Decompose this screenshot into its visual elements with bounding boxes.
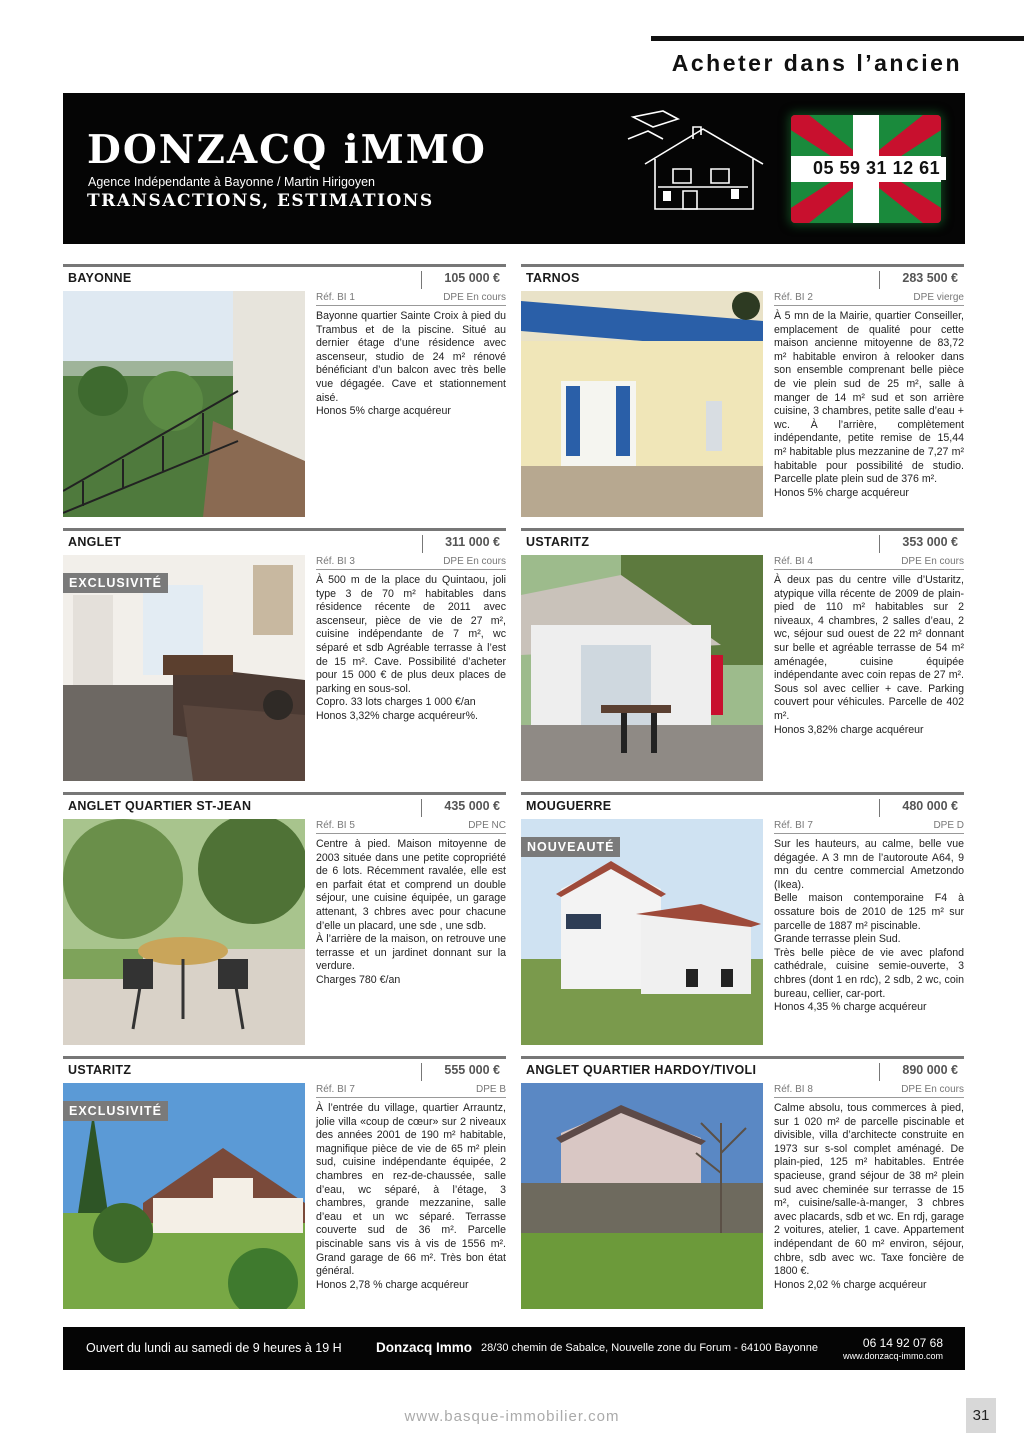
publication-website[interactable]: www.basque-immobilier.com <box>404 1408 620 1425</box>
listing-meta <box>316 555 506 570</box>
listing-description: À deux pas du centre ville d’Ustaritz, atypique villa récente de 2009 de plain-pied de 110 m² habitables sur 2 niveaux, 4 chambres, 2 salles d’eau, 2 wc, séjour sud ouest de 22 m² donnant sur belle et agréable terrasse de 54 m² aménagée, cuisine équipée indépendante avec coin repas de 27 m². Sous sol avec cellier + cave. Parking couvert pour véhicules. Parcelle de 402 m². Honos 3,82% charge acquéreur <box>774 574 964 736</box>
listing-dpe: DPE En cours <box>901 556 964 567</box>
listing-description: À 5 mn de la Mairie, quartier Conseiller, emplacement de qualité pour cette maison ancienne mitoyenne de 83,72 m² habitable environ à relooker dans son ensemble comprenant belle pièce de vie plein sud de 25 m², salle à manger de 14 m² sud et son arrière cuisine, 3 chambres, petite salle d’eau + wc. À l’arrière, complètement indépendante, petite remise de 15,44 m² habitable plus mezzanine de 7,27 m² habitable pour possibilité de studio. Parcelle plate plein sud de 376 m². Honos 5% charge acquéreur <box>774 310 964 499</box>
listing-badge: EXCLUSIVITÉ <box>63 1101 168 1121</box>
agency-banner <box>63 93 965 244</box>
listing-city: TARNOS <box>526 271 580 285</box>
section-title: Acheter dans l’ancien <box>671 50 962 76</box>
listing-photo[interactable] <box>63 1083 305 1309</box>
listing-dpe: DPE En cours <box>901 1084 964 1095</box>
listing-description: Bayonne quartier Sainte Croix à pied du Trambus et de la piscine. Situé au dernier étage d’une résidence avec ascenseur, studio de 24 m² rénové bénéficiant d’un balcon avec très belle vue dégagée. Cave et stationnement aisé. Honos 5% charge acquéreur <box>316 310 506 418</box>
listing-dpe: DPE B <box>475 1084 506 1095</box>
listing-description: Sur les hauteurs, au calme, belle vue dégagée. A 3 mn de l’autoroute A64, 9 mn du centre commercial Ametzondo (Ikea). Belle maison contemporaine F4 à ossature bois de 2010 de 125 m² sur parcelle de 1887 m² piscinable. Grande terrasse plein Sud. Très belle pièce de vie avec plafond cathédrale, cuisine semie-ouverte, 3 chbres (dont 1 en rdc), 2 sdb, 2 wc, coin bureau, cellier, car-port. Honos 4,35 % charge acquéreur <box>774 838 964 1014</box>
listing-ref: Réf. BI 4 <box>774 556 813 567</box>
footer-website[interactable]: www.donzacq-immo.com <box>842 1351 943 1361</box>
listing-meta <box>774 555 964 570</box>
listing-ref: Réf. BI 2 <box>774 292 813 303</box>
listing-description: Calme absolu, tous commerces à pied, sur 1 020 m² de parcelle piscinable et divisible, villa d’architecte construite en 1973 sur s-sol complet aménagé. De plain-pied, 125 m² habitables. Entrée spacieuse, grand séjour de 38 m² plein sud avec cheminée sur terrasse de 15 m², cuisine/salle-à-manger, 3 chbres avec placards, sdb et wc. En rdj, garage 2 voitures, atelier, 1 cave. Appartement indépendant de 60 m² environ, séjour, chbre, sdb avec wc. Taxe foncière de 1800 €. Honos 2,02 % charge acquéreur <box>774 1102 964 1291</box>
listing-meta <box>774 819 964 834</box>
listing-dpe: DPE D <box>933 820 964 831</box>
listing-photo[interactable] <box>63 555 305 781</box>
listing-dpe: DPE En cours <box>443 556 506 567</box>
listing-header <box>521 264 964 289</box>
listing-header <box>63 792 506 817</box>
listing-card[interactable] <box>521 792 964 1051</box>
listing-photo[interactable] <box>521 819 763 1045</box>
listing-price: 105 000 € <box>421 271 500 289</box>
listing-header <box>63 528 506 553</box>
listing-price: 890 000 € <box>879 1063 958 1081</box>
agency-footer <box>63 1327 965 1370</box>
listing-card[interactable] <box>521 528 964 787</box>
listing-photo[interactable] <box>63 819 305 1045</box>
listing-photo[interactable] <box>521 555 763 781</box>
listing-price: 435 000 € <box>421 799 500 817</box>
listing-description: Centre à pied. Maison mitoyenne de 2003 située dans une petite copropriété de 6 lots. Récemment ravalée, elle est en parfait état et comprend un double séjour, une cuisine équipée, un garage attenant, 3 chbres avec pour chacune d’elle un placard, une sde , une sdb. À l’arrière de la maison, on retrouve une terrasse et un jardinet donnant sur la verdure. Charges 780 €/an <box>316 838 506 986</box>
listing-badge: EXCLUSIVITÉ <box>63 573 168 593</box>
listing-header <box>521 528 964 553</box>
listing-header <box>521 1056 964 1081</box>
listing-ref: Réf. BI 7 <box>774 820 813 831</box>
listing-ref: Réf. BI 7 <box>316 1084 355 1095</box>
listing-city: MOUGUERRE <box>526 799 612 813</box>
listing-card[interactable] <box>63 528 506 787</box>
listing-meta <box>774 1083 964 1098</box>
listing-dpe: DPE vierge <box>913 292 964 303</box>
listing-photo[interactable] <box>63 291 305 517</box>
agency-phone[interactable]: 05 59 31 12 61 <box>807 157 946 180</box>
listing-header <box>521 792 964 817</box>
opening-hours: Ouvert du lundi au samedi de 9 heures à 19 H <box>86 1341 342 1355</box>
listing-city: ANGLET <box>68 535 122 549</box>
listing-city: BAYONNE <box>68 271 132 285</box>
listing-meta <box>316 819 506 834</box>
listing-ref: Réf. BI 8 <box>774 1084 813 1095</box>
listing-card[interactable] <box>63 792 506 1051</box>
listing-price: 480 000 € <box>879 799 958 817</box>
listing-price: 555 000 € <box>421 1063 500 1081</box>
agency-tagline: Agence Indépendante à Bayonne / Martin Hirigoyen <box>88 175 375 189</box>
listing-ref: Réf. BI 1 <box>316 292 355 303</box>
footer-phone[interactable]: 06 14 92 07 68 <box>862 1336 943 1350</box>
listing-card[interactable] <box>521 1056 964 1315</box>
listing-price: 283 500 € <box>879 271 958 289</box>
footer-address: 28/30 chemin de Sabalce, Nouvelle zone du Forum - 64100 Bayonne <box>481 1342 818 1354</box>
listing-photo[interactable] <box>521 1083 763 1309</box>
listing-city: ANGLET QUARTIER ST-JEAN <box>68 799 252 813</box>
listing-photo[interactable] <box>521 291 763 517</box>
listing-badge: NOUVEAUTÉ <box>521 837 620 857</box>
listing-header <box>63 1056 506 1081</box>
listing-city: USTARITZ <box>68 1063 132 1077</box>
top-rule <box>651 36 1024 41</box>
listing-dpe: DPE En cours <box>443 292 506 303</box>
listing-meta <box>316 1083 506 1098</box>
listing-card[interactable] <box>63 264 506 523</box>
basque-house-sketch-icon <box>623 109 775 217</box>
listing-city: USTARITZ <box>526 535 590 549</box>
listing-ref: Réf. BI 5 <box>316 820 355 831</box>
listing-city: ANGLET QUARTIER HARDOY/TIVOLI <box>526 1063 757 1077</box>
listing-price: 353 000 € <box>879 535 958 553</box>
listing-meta <box>774 291 964 306</box>
listing-description: À l’entrée du village, quartier Arrauntz, jolie villa «coup de cœur» sur 2 niveaux des années 2001 de 190 m² habitable, magnifique pièce de vie de 65 m² plein sud, cuisine indépendante équipée, 2 chambres en rez-de-chaussée, salle d’eau, wc séparé, à l’étage, 3 chambres, grande mezzanine, salle d’eau et un wc séparé. Terrasse couverte sud de 36 m². Parcelle piscinable sans vis à vis de 1556 m². Grand garage de 66 m². Très bon état général. Honos 2,78 % charge acquéreur <box>316 1102 506 1291</box>
listing-card[interactable] <box>521 264 964 523</box>
listing-card[interactable] <box>63 1056 506 1315</box>
listing-header <box>63 264 506 289</box>
agency-services: TRANSACTIONS, ESTIMATIONS <box>87 191 434 211</box>
listing-ref: Réf. BI 3 <box>316 556 355 567</box>
listing-meta <box>316 291 506 306</box>
agency-brand: DONZACQ iMMO <box>87 127 487 173</box>
footer-brand: Donzacq Immo <box>376 1340 473 1355</box>
listing-price: 311 000 € <box>422 535 500 553</box>
listing-description: À 500 m de la place du Quintaou, joli type 3 de 70 m² habitables dans résidence récente de 2011 avec ascenseur, pièce de vie de 27 m², cuisine indépendante de 7 m², wc séparé et sdb Agréable terrasse à l’est de 15 m². Cave. Possibilité d’acheter pour 15 000 € de plus deux places de parking en sous-sol. Copro. 33 lots charges 1 000 €/an Honos 3,32% charge acquéreur%. <box>316 574 506 722</box>
page-number: 31 <box>966 1398 996 1433</box>
listing-dpe: DPE NC <box>468 820 506 831</box>
